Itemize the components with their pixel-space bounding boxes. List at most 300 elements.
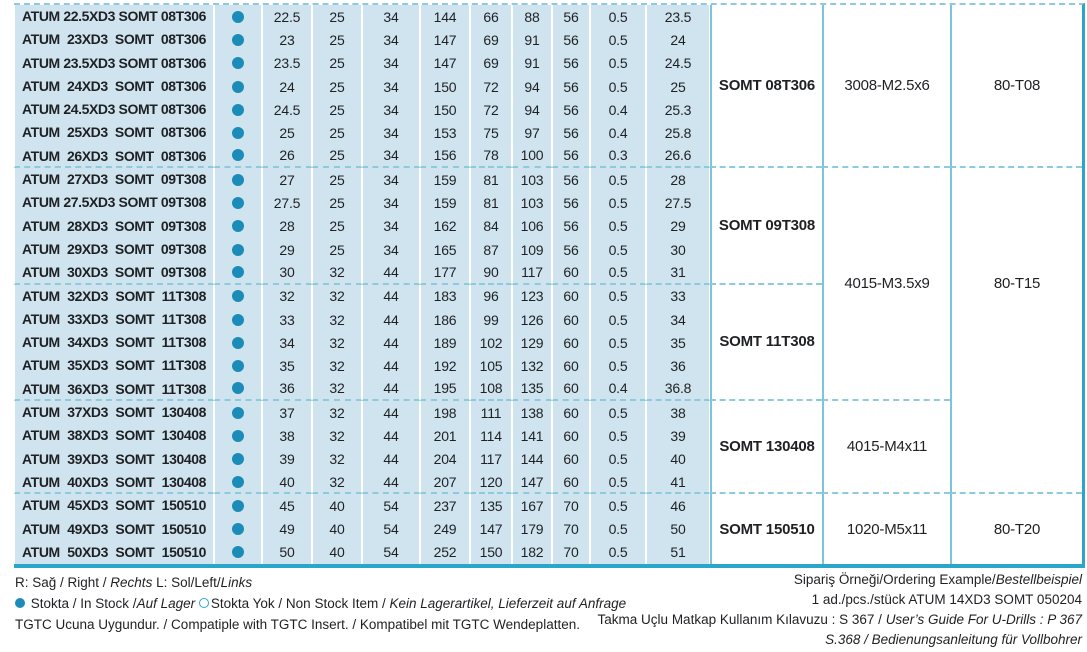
in-stock-dot-icon [232,127,244,139]
value-cell: 40 [312,494,362,517]
value-cell: 105 [470,354,512,377]
value-cell: 144 [420,5,470,28]
footer-line [598,630,1082,650]
value-cell: 51 [646,541,710,564]
value-cell: 207 [420,471,470,494]
value-cell: 201 [420,424,470,447]
stock-dot-cell [214,191,262,214]
torx-key-cell: 80-T20 [950,494,1082,564]
value-cell: 24 [262,75,312,98]
stock-dot-cell [214,308,262,331]
value-cell: 72 [470,75,512,98]
value-cell: 150 [470,541,512,564]
in-stock-dot-icon [232,407,244,419]
value-cell: 0.4 [590,378,646,401]
value-cell: 70 [552,541,590,564]
value-cell: 165 [420,238,470,261]
value-cell: 78 [470,145,512,168]
stock-dot-cell [214,28,262,51]
value-cell: 72 [470,98,512,121]
catalog-table [14,3,1085,568]
value-cell: 56 [552,5,590,28]
value-cell: 162 [420,215,470,238]
footer-line [598,570,1082,590]
value-cell: 147 [512,471,552,494]
product-name-cell: ATUM 30XD3 SOMT 09T308 [14,261,214,284]
value-cell: 45 [262,494,312,517]
value-cell: 31 [646,261,710,284]
value-cell: 29 [646,215,710,238]
insert-type-cell: SOMT 130408 [710,401,822,494]
footer-text-segment: User’s Guide For U-Drills : P 367 [885,612,1082,627]
value-cell: 56 [552,75,590,98]
ordering-example-footer [598,570,1082,650]
product-name-cell: ATUM 24.5XD3 SOMT 08T306 [14,98,214,121]
value-cell: 44 [362,331,420,354]
value-cell: 60 [552,378,590,401]
footer-text-segment: Stokta Yok / Non Stock Item / [210,596,390,611]
value-cell: 249 [420,518,470,541]
value-cell: 150 [420,75,470,98]
value-cell: 117 [512,261,552,284]
value-cell: 44 [362,448,420,471]
value-cell: 60 [552,448,590,471]
value-cell: 96 [470,285,512,308]
in-stock-dot-icon [232,174,244,186]
value-cell: 23.5 [646,5,710,28]
value-cell: 69 [470,28,512,51]
product-name-cell: ATUM 45XD3 SOMT 150510 [14,494,214,517]
value-cell: 94 [512,98,552,121]
value-cell: 99 [470,308,512,331]
value-cell: 60 [552,308,590,331]
value-cell: 35 [646,331,710,354]
product-name-cell: ATUM 39XD3 SOMT 130408 [14,448,214,471]
product-name-cell: ATUM 49XD3 SOMT 150510 [14,518,214,541]
value-cell: 144 [512,448,552,471]
in-stock-dot-icon [232,197,244,209]
product-name-cell: ATUM 28XD3 SOMT 09T308 [14,215,214,238]
value-cell: 26 [262,145,312,168]
value-cell: 0.5 [590,168,646,191]
value-cell: 60 [552,424,590,447]
value-cell: 25 [312,191,362,214]
value-cell: 132 [512,354,552,377]
value-cell: 30 [262,261,312,284]
value-cell: 28 [646,168,710,191]
product-name-cell: ATUM 35XD3 SOMT 11T308 [14,354,214,377]
value-cell: 126 [512,308,552,331]
value-cell: 252 [420,541,470,564]
value-cell: 60 [552,471,590,494]
value-cell: 36 [262,378,312,401]
value-cell: 69 [470,52,512,75]
product-name-cell: ATUM 36XD3 SOMT 11T308 [14,378,214,401]
value-cell: 117 [470,448,512,471]
product-name-cell: ATUM 26XD3 SOMT 08T306 [14,145,214,168]
stock-dot-cell [214,215,262,238]
footer-text-segment: Auf Lager [136,596,196,611]
value-cell: 34 [362,238,420,261]
stock-dot-cell [214,541,262,564]
in-stock-dot-icon [232,337,244,349]
value-cell: 109 [512,238,552,261]
value-cell: 33 [646,285,710,308]
value-cell: 129 [512,331,552,354]
non-stock-circle-icon [199,598,209,608]
value-cell: 32 [312,424,362,447]
value-cell: 0.3 [590,145,646,168]
value-cell: 32 [312,285,362,308]
value-cell: 26.6 [646,145,710,168]
value-cell: 0.5 [590,28,646,51]
in-stock-dot-icon [232,360,244,372]
value-cell: 44 [362,471,420,494]
value-cell: 56 [552,98,590,121]
stock-dot-cell [214,75,262,98]
product-name-cell: ATUM 32XD3 SOMT 11T308 [14,285,214,308]
value-cell: 141 [512,424,552,447]
value-cell: 44 [362,308,420,331]
value-cell: 147 [420,52,470,75]
value-cell: 0.5 [590,424,646,447]
value-cell: 44 [362,261,420,284]
value-cell: 0.5 [590,494,646,517]
value-cell: 37 [262,401,312,424]
value-cell: 54 [362,494,420,517]
value-cell: 32 [312,378,362,401]
footer-text-segment: Takma Uçlu Matkap Kullanım Kılavuzu : S 367 / [597,612,886,627]
value-cell: 27.5 [262,191,312,214]
value-cell: 34 [362,145,420,168]
value-cell: 0.5 [590,308,646,331]
footer-text-segment: 1 ad./pcs./stück ATUM 14XD3 SOMT 050204 [811,592,1082,607]
footer-text-segment: Kein Lagerartikel, Lieferzeit auf Anfrage [389,596,627,611]
in-stock-dot-icon [232,266,244,278]
value-cell: 0.5 [590,75,646,98]
value-cell: 56 [552,168,590,191]
value-cell: 81 [470,168,512,191]
value-cell: 0.5 [590,518,646,541]
value-cell: 0.4 [590,98,646,121]
value-cell: 44 [362,424,420,447]
in-stock-dot-icon [232,34,244,46]
value-cell: 39 [646,424,710,447]
stock-dot-cell [214,285,262,308]
value-cell: 0.5 [590,285,646,308]
value-cell: 56 [552,191,590,214]
value-cell: 123 [512,285,552,308]
value-cell: 34 [362,121,420,144]
stock-dot-cell [214,5,262,28]
insert-type-cell: SOMT 150510 [710,494,822,564]
screw-spec-cell: 4015-M3.5x9 [822,168,950,401]
value-cell: 153 [420,121,470,144]
product-name-cell: ATUM 38XD3 SOMT 130408 [14,424,214,447]
value-cell: 23 [262,28,312,51]
value-cell: 25 [312,145,362,168]
value-cell: 183 [420,285,470,308]
value-cell: 27.5 [646,191,710,214]
value-cell: 0.5 [590,215,646,238]
value-cell: 23.5 [262,52,312,75]
footer-text-segment: R: Sağ / Right / [15,575,111,590]
in-stock-dot-icon [232,81,244,93]
value-cell: 60 [552,261,590,284]
torx-key-cell: 80-T15 [950,168,1082,494]
value-cell: 33 [262,308,312,331]
value-cell: 94 [512,75,552,98]
value-cell: 24 [646,28,710,51]
value-cell: 0.5 [590,5,646,28]
screw-spec-cell: 3008-M2.5x6 [822,5,950,168]
value-cell: 50 [262,541,312,564]
footer-line [15,572,626,593]
footer-line [598,590,1082,610]
value-cell: 198 [420,401,470,424]
value-cell: 39 [262,448,312,471]
value-cell: 66 [470,5,512,28]
in-stock-dot-icon [232,500,244,512]
value-cell: 54 [362,541,420,564]
in-stock-dot-icon [232,149,244,161]
value-cell: 97 [512,121,552,144]
value-cell: 40 [312,541,362,564]
stock-dot-cell [214,261,262,284]
in-stock-dot-icon [232,11,244,23]
value-cell: 44 [362,401,420,424]
product-name-cell: ATUM 33XD3 SOMT 11T308 [14,308,214,331]
value-cell: 167 [512,494,552,517]
value-cell: 108 [470,378,512,401]
value-cell: 46 [646,494,710,517]
product-name-cell: ATUM 40XD3 SOMT 130408 [14,471,214,494]
footer-text-segment: Rechts [110,575,153,590]
value-cell: 88 [512,5,552,28]
value-cell: 0.5 [590,331,646,354]
value-cell: 204 [420,448,470,471]
value-cell: 60 [552,354,590,377]
in-stock-dot-icon [232,290,244,302]
value-cell: 56 [552,52,590,75]
value-cell: 34 [646,308,710,331]
value-cell: 237 [420,494,470,517]
value-cell: 60 [552,285,590,308]
value-cell: 135 [470,494,512,517]
value-cell: 81 [470,191,512,214]
value-cell: 25 [312,5,362,28]
value-cell: 25 [312,168,362,191]
product-name-cell: ATUM 23.5XD3 SOMT 08T306 [14,52,214,75]
value-cell: 195 [420,378,470,401]
value-cell: 34 [362,52,420,75]
value-cell: 56 [552,238,590,261]
value-cell: 0.5 [590,471,646,494]
value-cell: 84 [470,215,512,238]
value-cell: 0.5 [590,52,646,75]
value-cell: 44 [362,354,420,377]
in-stock-dot-icon [232,546,244,558]
value-cell: 50 [646,518,710,541]
value-cell: 36 [646,354,710,377]
torx-key-cell: 80-T08 [950,5,1082,168]
product-name-cell: ATUM 27.5XD3 SOMT 09T308 [14,191,214,214]
stock-dot-cell [214,448,262,471]
value-cell: 44 [362,378,420,401]
value-cell: 25 [262,121,312,144]
value-cell: 138 [512,401,552,424]
value-cell: 25.8 [646,121,710,144]
stock-dot-cell [214,238,262,261]
value-cell: 147 [470,518,512,541]
value-cell: 0.4 [590,121,646,144]
stock-dot-cell [214,424,262,447]
in-stock-dot-icon [232,476,244,488]
footer-line [598,610,1082,630]
value-cell: 179 [512,518,552,541]
value-cell: 75 [470,121,512,144]
value-cell: 49 [262,518,312,541]
value-cell: 24.5 [646,52,710,75]
value-cell: 56 [552,28,590,51]
product-name-cell: ATUM 22.5XD3 SOMT 08T306 [14,5,214,28]
value-cell: 177 [420,261,470,284]
insert-type-cell: SOMT 09T308 [710,168,822,284]
value-cell: 135 [512,378,552,401]
value-cell: 24.5 [262,98,312,121]
value-cell: 91 [512,28,552,51]
value-cell: 182 [512,541,552,564]
in-stock-dot-icon [232,244,244,256]
product-name-cell: ATUM 29XD3 SOMT 09T308 [14,238,214,261]
value-cell: 32 [312,261,362,284]
stock-dot-cell [214,471,262,494]
screw-spec-cell: 1020-M5x11 [822,494,950,564]
value-cell: 156 [420,145,470,168]
screw-spec-cell: 4015-M4x11 [822,401,950,494]
value-cell: 32 [312,354,362,377]
value-cell: 106 [512,215,552,238]
value-cell: 35 [262,354,312,377]
in-stock-dot-icon [232,104,244,116]
value-cell: 147 [420,28,470,51]
value-cell: 27 [262,168,312,191]
in-stock-dot-icon [232,523,244,535]
product-name-cell: ATUM 23XD3 SOMT 08T306 [14,28,214,51]
footer-text-segment: Stokta / In Stock / [27,596,137,611]
value-cell: 56 [552,215,590,238]
value-cell: 111 [470,401,512,424]
stock-dot-cell [214,354,262,377]
value-cell: 70 [552,518,590,541]
footer-text-segment: Bestellbeispiel [995,572,1082,587]
value-cell: 25 [646,75,710,98]
value-cell: 54 [362,518,420,541]
value-cell: 32 [312,331,362,354]
product-name-cell: ATUM 34XD3 SOMT 11T308 [14,331,214,354]
value-cell: 34 [362,168,420,191]
value-cell: 25 [312,238,362,261]
stock-dot-cell [214,518,262,541]
insert-type-cell: SOMT 11T308 [710,285,822,401]
value-cell: 32 [312,448,362,471]
product-name-cell: ATUM 25XD3 SOMT 08T306 [14,121,214,144]
value-cell: 100 [512,145,552,168]
footer-text-segment: TGTC Ucuna Uygundur. / Compatiple with TGTC Insert. / Kompatibel mit TGTC Wendeplatten. [15,617,580,632]
value-cell: 22.5 [262,5,312,28]
value-cell: 38 [262,424,312,447]
value-cell: 0.5 [590,191,646,214]
legend-footer-left [15,572,626,635]
in-stock-dot-icon [15,598,25,608]
value-cell: 32 [312,401,362,424]
value-cell: 60 [552,401,590,424]
value-cell: 25 [312,215,362,238]
product-name-cell: ATUM 27XD3 SOMT 09T308 [14,168,214,191]
value-cell: 41 [646,471,710,494]
stock-dot-cell [214,401,262,424]
in-stock-dot-icon [232,220,244,232]
stock-dot-cell [214,52,262,75]
value-cell: 0.5 [590,354,646,377]
value-cell: 192 [420,354,470,377]
value-cell: 40 [262,471,312,494]
stock-dot-cell [214,145,262,168]
value-cell: 189 [420,331,470,354]
value-cell: 28 [262,215,312,238]
value-cell: 34 [362,191,420,214]
value-cell: 0.5 [590,448,646,471]
value-cell: 29 [262,238,312,261]
value-cell: 159 [420,191,470,214]
stock-dot-cell [214,98,262,121]
value-cell: 40 [312,518,362,541]
insert-type-cell: SOMT 08T306 [710,5,822,168]
value-cell: 120 [470,471,512,494]
footer-text-segment: S.368 / Bedienungsanleitung für Vollbohrer [825,632,1082,647]
in-stock-dot-icon [232,382,244,394]
value-cell: 150 [420,98,470,121]
value-cell: 38 [646,401,710,424]
value-cell: 25 [312,75,362,98]
stock-dot-cell [214,494,262,517]
value-cell: 60 [552,331,590,354]
value-cell: 34 [362,28,420,51]
value-cell: 25 [312,98,362,121]
value-cell: 34 [362,75,420,98]
product-name-cell: ATUM 37XD3 SOMT 130408 [14,401,214,424]
stock-dot-cell [214,168,262,191]
in-stock-dot-icon [232,453,244,465]
product-name-cell: ATUM 50XD3 SOMT 150510 [14,541,214,564]
in-stock-dot-icon [232,314,244,326]
value-cell: 0.5 [590,541,646,564]
value-cell: 34 [362,98,420,121]
product-name-cell: ATUM 24XD3 SOMT 08T306 [14,75,214,98]
stock-dot-cell [214,121,262,144]
value-cell: 90 [470,261,512,284]
value-cell: 87 [470,238,512,261]
value-cell: 32 [312,308,362,331]
value-cell: 56 [552,121,590,144]
value-cell: 25 [312,52,362,75]
value-cell: 114 [470,424,512,447]
value-cell: 102 [470,331,512,354]
value-cell: 0.5 [590,238,646,261]
value-cell: 34 [262,331,312,354]
value-cell: 70 [552,494,590,517]
value-cell: 36.8 [646,378,710,401]
